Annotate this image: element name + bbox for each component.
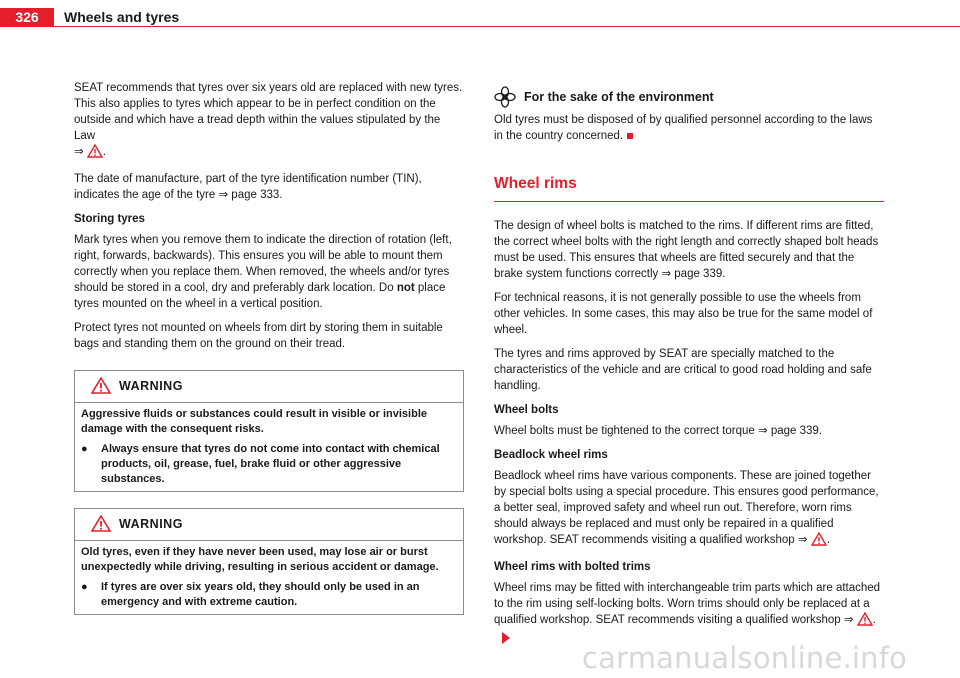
paragraph-manufacture-date: The date of manufacture, part of the tyre identification number (TIN), indicates the age of the tyre ⇒ page 333.: [74, 173, 422, 201]
left-column: [74, 80, 464, 615]
bullet-dot-icon: ●: [81, 581, 88, 593]
continue-arrow-icon: [502, 632, 510, 644]
section-title-wheel-rims: Wheel rims: [494, 174, 884, 202]
paragraph-storing: [74, 232, 464, 312]
warning-triangle-icon[interactable]: [87, 144, 103, 163]
wheel-bolts-heading: Wheel bolts: [494, 404, 559, 416]
warning-bullet-text: Always ensure that tyres do not come into contact with chemical products, oil, grease, fuel, brake fluid or other aggressive substances.: [101, 443, 440, 485]
chapter-title: Wheels and tyres: [64, 9, 180, 25]
warning-bullet: [81, 580, 457, 610]
paragraph-text: Old tyres must be disposed of by qualified personnel according to the laws in the country concerned.: [494, 114, 873, 142]
emphasis-not: not: [396, 282, 415, 294]
reference-arrow: ⇒: [797, 534, 808, 546]
warning-title: [75, 371, 463, 403]
watermark: carmanualsonline.info: [582, 641, 908, 675]
warning-bullet-text: If tyres are over six years old, they should only be used in an emergency and with extreme caution.: [101, 581, 420, 608]
warning-triangle-icon[interactable]: [857, 612, 873, 631]
right-column: [494, 86, 884, 655]
environment-text: [494, 112, 884, 144]
paragraph-tyre-age: SEAT recommends that tyres over six years old are replaced with new tyres. This also applies to tyres which appear to be in perfect condition on the outside and which have a tread depth within the values stipulated by the Law ⇒ .: [74, 80, 464, 163]
paragraph-approved-rims: The tyres and rims approved by SEAT are specially matched to the characteristics of the vehicle and are critical to good road holding and safe handling.: [494, 348, 872, 392]
paragraph-bolted-trims: Wheel rims may be fitted with interchangeable trim parts which are attached to the rim using self-locking bolts. Worn trims should only be replaced at a qualified workshop. SEAT recommends visiting a qualified workshop ⇒ .: [494, 580, 884, 647]
warning-triangle-icon: [91, 513, 111, 544]
warning-title-text: WARNING: [119, 517, 183, 531]
storing-tyres-heading: Storing tyres: [74, 213, 145, 225]
page-number: 326: [0, 8, 54, 27]
environment-heading: [494, 86, 884, 108]
paragraph-text: Beadlock wheel rims have various components. These are joined together by special bolts using a special procedure. This ensures good performance, a better seal, improved safety and wheel run out. Therefore, worn rims should always be replaced and must only be repaired in a qualified workshop. SEAT recommends visiting a qualified workshop: [494, 470, 879, 546]
warning-triangle-icon[interactable]: [811, 532, 827, 551]
paragraph-text: Wheel rims may be fitted with interchangeable trim parts which are attached to the rim using self-locking bolts. Worn trims should only be replaced at a qualified workshop. SEAT recommends visiting a qualified workshop: [494, 582, 881, 626]
warning-title-text: WARNING: [119, 379, 183, 393]
paragraph-beadlock: Beadlock wheel rims have various components. These are joined together by special bolts using a special procedure. This ensures good performance, a better seal, improved safety and wheel run out. Therefore, worn rims should always be replaced and must only be repaired in a qualified workshop. SEAT recommends visiting a qualified workshop ⇒ .: [494, 468, 884, 551]
warning-title: [75, 509, 463, 541]
paragraph-text: Mark tyres when you remove them to indicate the direction of rotation (left, right, forwards, backwards). This ensures you will be able to mount them correctly when you replace them. When removed, the wheels and/or tyres should be stored in a cool, dry and preferably dark location. Do: [74, 234, 452, 294]
bullet-dot-icon: ●: [81, 443, 88, 455]
warning-text: Old tyres, even if they have never been used, may lose air or burst unexpectedly while driving, resulting in serious accident or damage.: [81, 546, 439, 573]
reference-arrow: ⇒: [74, 146, 84, 158]
paragraph-protect: Protect tyres not mounted on wheels from dirt by storing them in suitable bags and standing them on the ground on their tread.: [74, 322, 443, 350]
warning-text: Aggressive fluids or substances could result in visible or invisible damage with the consequent risks.: [81, 408, 427, 435]
environment-heading-text: For the sake of the environment: [524, 90, 714, 104]
page-header: [0, 0, 960, 30]
environment-flower-icon: [494, 86, 516, 108]
paragraph-wheel-bolts: Wheel bolts must be tightened to the correct torque ⇒ page 339.: [494, 425, 822, 437]
paragraph-text: SEAT recommends that tyres over six years old are replaced with new tyres. This also applies to tyres which appear to be in perfect condition on the outside and which have a tread depth within the values stipulated by the Law: [74, 82, 463, 142]
paragraph-bolts-match: The design of wheel bolts is matched to the rims. If different rims are fitted, the correct wheel bolts with the right length and correctly shaped bolt heads must be used. This ensures that wheels are fitted securely and that the brake system functions correctly ⇒ page 339.: [494, 220, 879, 280]
warning-triangle-icon: [91, 375, 111, 406]
end-of-section-icon: [627, 133, 633, 139]
bolted-trims-heading: Wheel rims with bolted trims: [494, 561, 651, 573]
reference-arrow: ⇒: [843, 614, 854, 626]
paragraph-technical-reasons: For technical reasons, it is not generally possible to use the wheels from other vehicles. In some cases, this may also be true for the same model of wheel.: [494, 292, 873, 336]
beadlock-heading: Beadlock wheel rims: [494, 449, 608, 461]
warning-bullet: [81, 442, 457, 487]
warning-box-1: [74, 370, 464, 492]
paragraph-text: place tyres mounted on the wheel in a vertical position.: [74, 282, 446, 310]
header-rule: [54, 26, 960, 27]
warning-box-2: [74, 508, 464, 615]
